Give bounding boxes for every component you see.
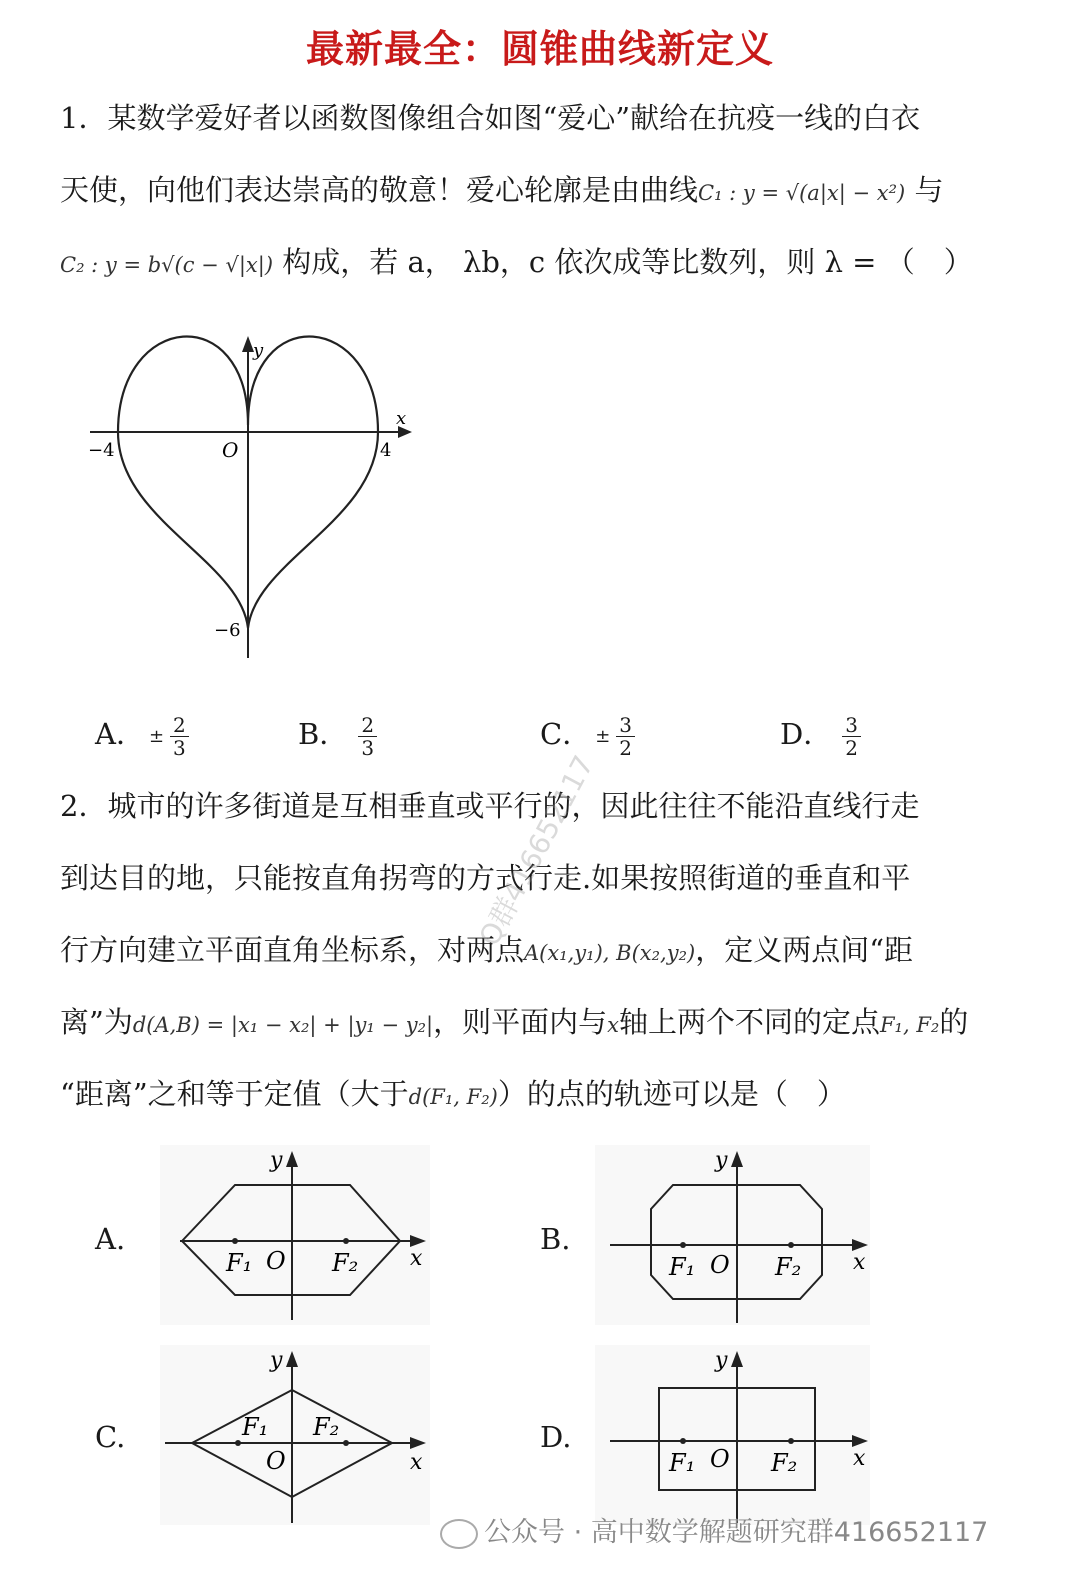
diagram-a-y: y	[270, 1148, 283, 1173]
option-c-fraction	[616, 714, 635, 759]
diagram-c-f2: F₂	[313, 1413, 340, 1441]
heart-origin-label: O	[222, 438, 239, 462]
diagram-b-f2: F₂	[775, 1253, 802, 1281]
distance-formula: d(A,B) = |x₁ − x₂| + |y₁ − y₂|	[132, 1013, 434, 1037]
q1-line2-end: 与	[914, 173, 944, 207]
heart-x-label: x	[396, 408, 407, 429]
q2-line2: 到达目的地，只能按直角拐弯的方式行走.如果按照街道的垂直和平	[60, 861, 911, 895]
option-d-num: 3	[842, 714, 861, 737]
option-d-letter: D．	[780, 717, 833, 751]
heart-y-label: y	[253, 340, 264, 361]
diagram-b[interactable]	[595, 1145, 870, 1325]
q1-option-d[interactable]	[780, 712, 861, 759]
heart-graph	[80, 330, 430, 670]
option-a-letter: A．	[95, 717, 145, 751]
heart-ymin-label: −6	[214, 620, 241, 641]
diagram-d-y: y	[715, 1348, 728, 1373]
diagram-b-f1: F₁	[669, 1253, 696, 1281]
q2-line4-a: 离”为	[60, 1005, 133, 1039]
q2-line5	[60, 1074, 846, 1117]
diagram-a-x: x	[410, 1246, 423, 1271]
watermark: Q群416652117	[472, 750, 601, 952]
option-a-num: 2	[170, 714, 189, 737]
diagram-c[interactable]	[160, 1345, 430, 1525]
points-ab-formula: A(x₁,y₁), B(x₂,y₂)	[524, 941, 696, 965]
footer-credit	[440, 1510, 988, 1549]
heart-xpos-label: 4	[380, 440, 392, 461]
option-c-sign: ±	[595, 725, 611, 747]
option-c-num: 3	[616, 714, 635, 737]
heart-xneg-label: −4	[88, 440, 115, 461]
diagram-d-x: x	[853, 1446, 866, 1471]
option-b-fraction	[358, 714, 377, 759]
wechat-icon	[440, 1519, 478, 1549]
diagram-d-f2: F₂	[771, 1449, 798, 1477]
diagram-c-y: y	[270, 1348, 283, 1373]
footer-text: 公众号 · 高中数学解题研究群416652117	[484, 1517, 989, 1548]
q2-line1: 2．城市的许多街道是互相垂直或平行的，因此往往不能沿直线行走	[60, 789, 920, 823]
q2-line3-a: 行方向建立平面直角坐标系，对两点	[60, 933, 525, 967]
option-b-den: 3	[361, 735, 375, 760]
diagram-b-y: y	[715, 1148, 728, 1173]
q2-line4-b: ，则平面内与	[433, 1005, 608, 1039]
page-title: 最新最全：圆锥曲线新定义	[305, 27, 774, 71]
q2-line5-a: “距离”之和等于定值（大于	[60, 1077, 409, 1111]
option-b-num: 2	[358, 714, 377, 737]
q2-option-c-letter[interactable]: C.	[95, 1420, 126, 1454]
q2-option-b-letter[interactable]: B.	[540, 1222, 571, 1256]
q2-line4	[60, 1002, 968, 1045]
q2-line4-d: 的	[939, 1005, 969, 1039]
q2-line5-b: ）的点的轨迹可以是（ ）	[497, 1077, 846, 1111]
option-a-sign: ±	[148, 725, 165, 747]
diagram-b-x: x	[853, 1250, 866, 1275]
option-d-fraction	[842, 714, 861, 759]
diagram-c-o: O	[266, 1447, 286, 1475]
q1-line3	[60, 242, 973, 285]
option-a-den: 3	[173, 735, 186, 760]
diagram-a-f1: F₁	[226, 1249, 253, 1277]
q2-option-a-letter[interactable]: A.	[95, 1222, 126, 1256]
q2-line3-b: ，定义两点间“距	[695, 933, 914, 967]
q1-option-c[interactable]	[540, 712, 635, 759]
diagram-b-o: O	[710, 1251, 730, 1279]
q1-line2-text: 天使，向他们表达崇高的敬意！爱心轮廓是由曲线	[60, 173, 699, 207]
c1-formula: C₁ : y = √(a|x| − x²)	[698, 181, 906, 205]
diagram-d-f1: F₁	[669, 1449, 696, 1477]
diagram-d-o: O	[710, 1445, 730, 1473]
foci-symbol: F₁, F₂	[879, 1013, 940, 1037]
diagram-c-f1: F₁	[242, 1413, 269, 1441]
x-axis-symbol: x	[607, 1013, 619, 1037]
option-b-letter: B．	[298, 717, 349, 751]
diagram-d[interactable]	[595, 1345, 870, 1525]
diagram-c-x: x	[410, 1450, 423, 1475]
q2-option-d-letter[interactable]: D.	[540, 1420, 572, 1454]
d-f1f2-formula: d(F₁, F₂)	[408, 1085, 498, 1109]
q1-line1: 1．某数学爱好者以函数图像组合如图“爱心”献给在抗疫一线的白衣	[60, 101, 921, 135]
option-d-den: 2	[845, 735, 858, 760]
option-c-den: 2	[619, 735, 633, 760]
q1-line2	[60, 170, 943, 213]
diagram-a[interactable]	[160, 1145, 430, 1325]
c2-formula: C₂ : y = b√(c − √|x|)	[60, 253, 274, 277]
diagram-a-f2: F₂	[332, 1249, 359, 1277]
q1-line3-text: 构成，若 a， λb，c 依次成等比数列，则 λ = （ ）	[282, 245, 973, 279]
q1-option-b[interactable]	[298, 712, 377, 759]
option-c-letter: C．	[540, 717, 592, 751]
option-a-fraction	[170, 714, 189, 759]
diagram-a-o: O	[266, 1247, 286, 1275]
q2-line4-c: 轴上两个不同的定点	[618, 1005, 880, 1039]
q1-option-a[interactable]	[95, 712, 189, 759]
